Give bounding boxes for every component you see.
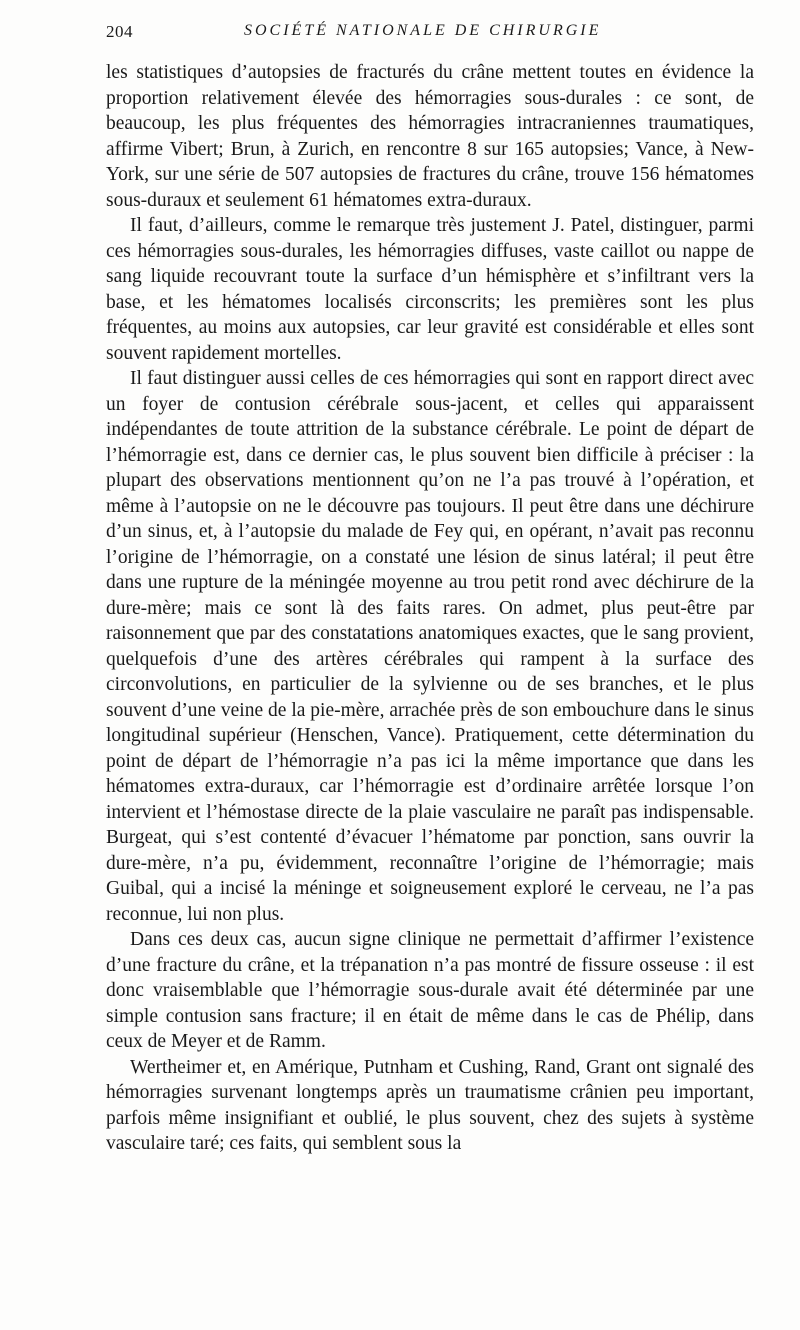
paragraph: Il faut, d’ailleurs, comme le remarque très justement J. Patel, distinguer, parmi ces hémorragies sous-durales, les hémorragies diffuses, vaste caillot ou nappe de sang liquide recouvrant toute la surface d’un hémisphère et s’infiltrant vers la base, et les hématomes localisés circonscrits; les premières sont les plus fréquentes, au moins aux autopsies, car leur gravité est considérable et elles sont souvent rapidement mortelles.	[106, 215, 754, 364]
paragraph: Il faut distinguer aussi celles de ces hémorragies qui sont en rapport direct avec un foyer de contusion cérébrale sous-jacent, et celles qui apparaissent indépendantes de toute attrition de la substance cérébrale. Le point de départ de l’hémorragie est, dans ce dernier cas, le plus souvent bien difficile à préciser : la plupart des observations mentionnent qu’on ne l’a pas trouvé à l’opération, et même à l’autopsie on ne le découvre pas toujours. Il peut être dans une déchirure d’un sinus, et, à l’autopsie du malade de Fey qui, en opérant, n’avait pas reconnu l’origine de l’hémorragie, on a constaté une lésion de sinus latéral; il peut être dans une rupture de la méningée moyenne au trou petit rond avec déchirure de la dure-mère; mais ce sont là des faits rares. On admet, plus peut-être par raisonnement que par des constatations anatomiques exactes, que le sang provient, quelquefois d’une des artères cérébrales qui rampent à la surface des circonvolutions, en particulier de la sylvienne ou de ses branches, et le plus souvent d’une veine de la pie-mère, arrachée près de son embouchure dans le sinus longitudinal supérieur (Henschen, Vance). Pratiquement, cette détermination du point de départ de l’hémorragie n’a pas ici la même importance que dans les hématomes extra-duraux, car l’hémorragie est d’ordinaire arrêtée lorsque l’on intervient et l’hémostase directe de la plaie vasculaire ne paraît pas indispensable. Burgeat, qui s’est contenté d’évacuer l’hématome par ponction, sans ouvrir la dure-mère, n’a pu, évidemment, reconnaître l’origine de l’hémorragie; mais Guibal, qui a incisé la méninge et soigneusement exploré le cerveau, ne l’a pas reconnue, lui non plus.	[106, 368, 754, 925]
paragraph-continuation: les statistiques d’autopsies de fracturés du crâne mettent toutes en évidence la proportion relativement élevée des hémorragies sous-durales : ce sont, de beaucoup, les plus fréquentes des hémorragies intracraniennes traumatiques, affirme Vibert; Brun, à Zurich, en rencontre 8 sur 165 autopsies; Vance, à New-York, sur une série de 507 autopsies de fractures du crâne, trouve 156 hématomes sous-duraux et seulement 61 hématomes extra-duraux.	[106, 62, 754, 211]
paragraph: Wertheimer et, en Amérique, Putnham et Cushing, Rand, Grant ont signalé des hémorragies survenant longtemps après un traumatisme crânien peu important, parfois même insignifiant et oublié, le plus souvent, chez des sujets à système vasculaire taré; ces faits, qui semblent sous la	[106, 1056, 754, 1154]
running-head: SOCIÉTÉ NATIONALE DE CHIRURGIE	[244, 22, 602, 39]
page-number: 204	[106, 22, 133, 41]
paragraph: Dans ces deux cas, aucun signe clinique ne permettait d’affirmer l’existence d’une fracture du crâne, et la trépanation n’a pas montré de fissure osseuse : il est donc vraisemblable que l’hémorragie sous-durale avait été déterminée par une simple contusion sans fracture; il en était de même dans le cas de Phélip, dans ceux de Meyer et de Ramm.	[106, 929, 754, 1052]
body-text	[106, 60, 754, 1157]
page-header	[106, 22, 754, 46]
